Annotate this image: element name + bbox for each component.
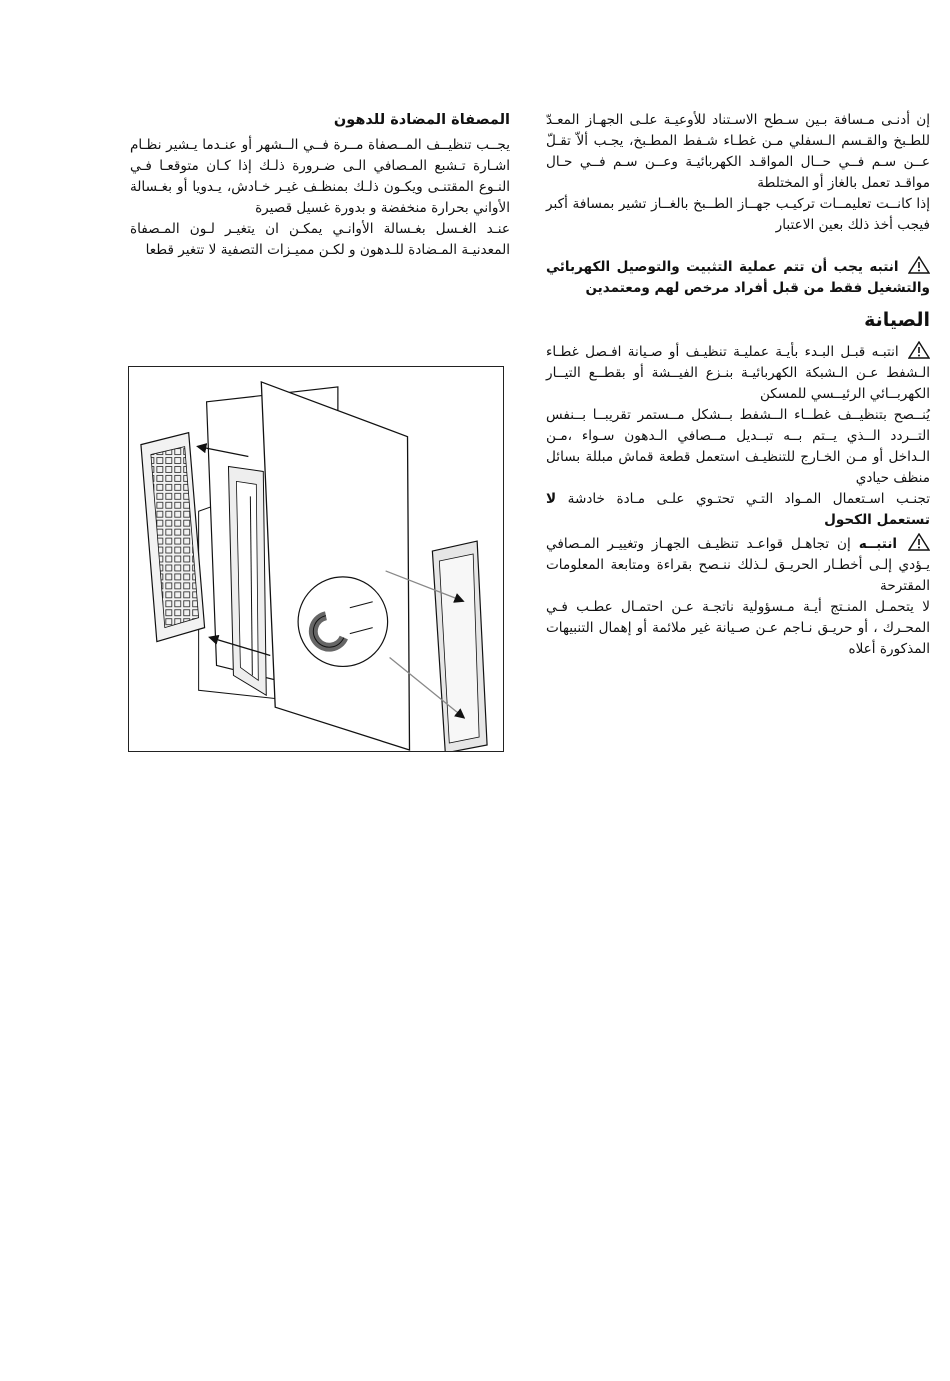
abrasive-text: تجنـب اسـتعمال المـواد التـي تحتـوي علـى مـادة خادشة	[567, 491, 930, 507]
liability-paragraph: لا يتحمـل المنـتج أيـة مـسؤولية ناتجـة عـن احتمـال عطـب فـي المحـرك ، أو حريـق نـاجم عـن صـيانة غير ملائمة أو إهمال التنبيهات المذكورة أعلاه	[546, 599, 930, 657]
install-warning-text: انتبه يجب أن تتم عملية التثبيت والتوصيل الكهربائي والتشغيل فقط من قبل أفراد مرخص لهم ومعتمدين	[546, 259, 930, 296]
no-alcohol-text: لا تستعمل الكحول	[546, 491, 930, 528]
warning-icon	[908, 341, 930, 359]
maintenance-paragraph-3	[546, 489, 930, 531]
fire-warning-label: انتبــه	[858, 536, 898, 552]
left-grease-filter	[141, 433, 205, 642]
grease-filter-paragraph-1: يجــب تنظيــف المــصفاة مــرة فــي الــشهر أو عنـدما يـشير نظـام اشـارة تـشبع المـصافي الـى ضـرورة ذلـك إذا كـان متوقعـا فـي النـوع المقتنـى ويكـون ذلـك بمنظـف غيـر خـادش، يـدويا أو بغـسالة الأواني بحرارة منخفضة و بدورة غسيل قصيرة	[130, 137, 510, 216]
intro-paragraph-2: إذا كانــت تعليمــات تركيـب جهــاز الطــبخ بالغــاز تشير بمسافة أكبر فيجب أخذ ذلك بعين الاعتبار	[546, 196, 930, 233]
right-column	[546, 110, 930, 660]
filter-removal-figure	[128, 366, 504, 752]
intro-paragraph-1: إن أدنـى مـسافة بـين سـطح الاسـتناد للأوعيـة علـى الجهـاز المعـدّ للطـبخ والقـسم الـسفلي مـن غطـاء شـفط المطـبخ، يجـب ألاّ تقـلّ عــن سـم فــي حــال المواقـد الكهربائيـة وعــن سـم فــي حـال مواقـد تعمل بالغاز أو المختلطة	[546, 112, 930, 191]
fire-warning-text: إن تجاهـل قواعـد تنظيـف الجهـاز وتغييـر المـصافي يـؤدي إلـى أخطـار الحريـق لـذلك ننـصح بقراءة ومتابعة المعلومات المقترحة	[546, 536, 930, 594]
grease-filter-title: المصفاة المضادة للدهون	[333, 112, 510, 128]
warning-icon	[908, 256, 930, 274]
left-column	[130, 110, 510, 261]
maintenance-paragraph-2: يُنــصح بتنظيــف غطــاء الــشفط بــشكل مــستمر تقريبــا بــنفس التــردد الــذي يــتم بــه تبــديل مــصافي الـدهون سـواء ،مـن الـداخل أو مـن الخـارج للتنظيـف استعمل قطعة قماش مبللة بسائل منظف حيادي	[546, 407, 930, 486]
maintenance-paragraph-1	[546, 341, 930, 405]
maintenance-text-1: انتبـه قبـل البـدء بأيـة عمليـة تنظيـف أو صـيانة افـصل غطـاء الـشفط عـن الـشبكة الكهربائيـة بنـزع الفيــشة أو بقطــع التيــار الكهربــائي الرئيــسي للمسكن	[546, 344, 930, 402]
fire-warning	[546, 533, 930, 597]
warning-icon	[908, 533, 930, 551]
grease-filter-paragraph-2: عنـد الغـسل بغـسالة الأوانـي يمكـن ان يتغيـر لـون المـصفاة المعدنيـة المـضادة للـدهون و لكـن مميـزات التصفية لا تتغير قطعا	[130, 221, 510, 258]
grease-filter-removal-illustration	[129, 367, 503, 751]
maintenance-title: الصيانة	[864, 309, 930, 331]
magnet-detail-icon	[298, 577, 388, 667]
install-warning	[546, 256, 930, 299]
right-grease-filter	[432, 541, 487, 751]
